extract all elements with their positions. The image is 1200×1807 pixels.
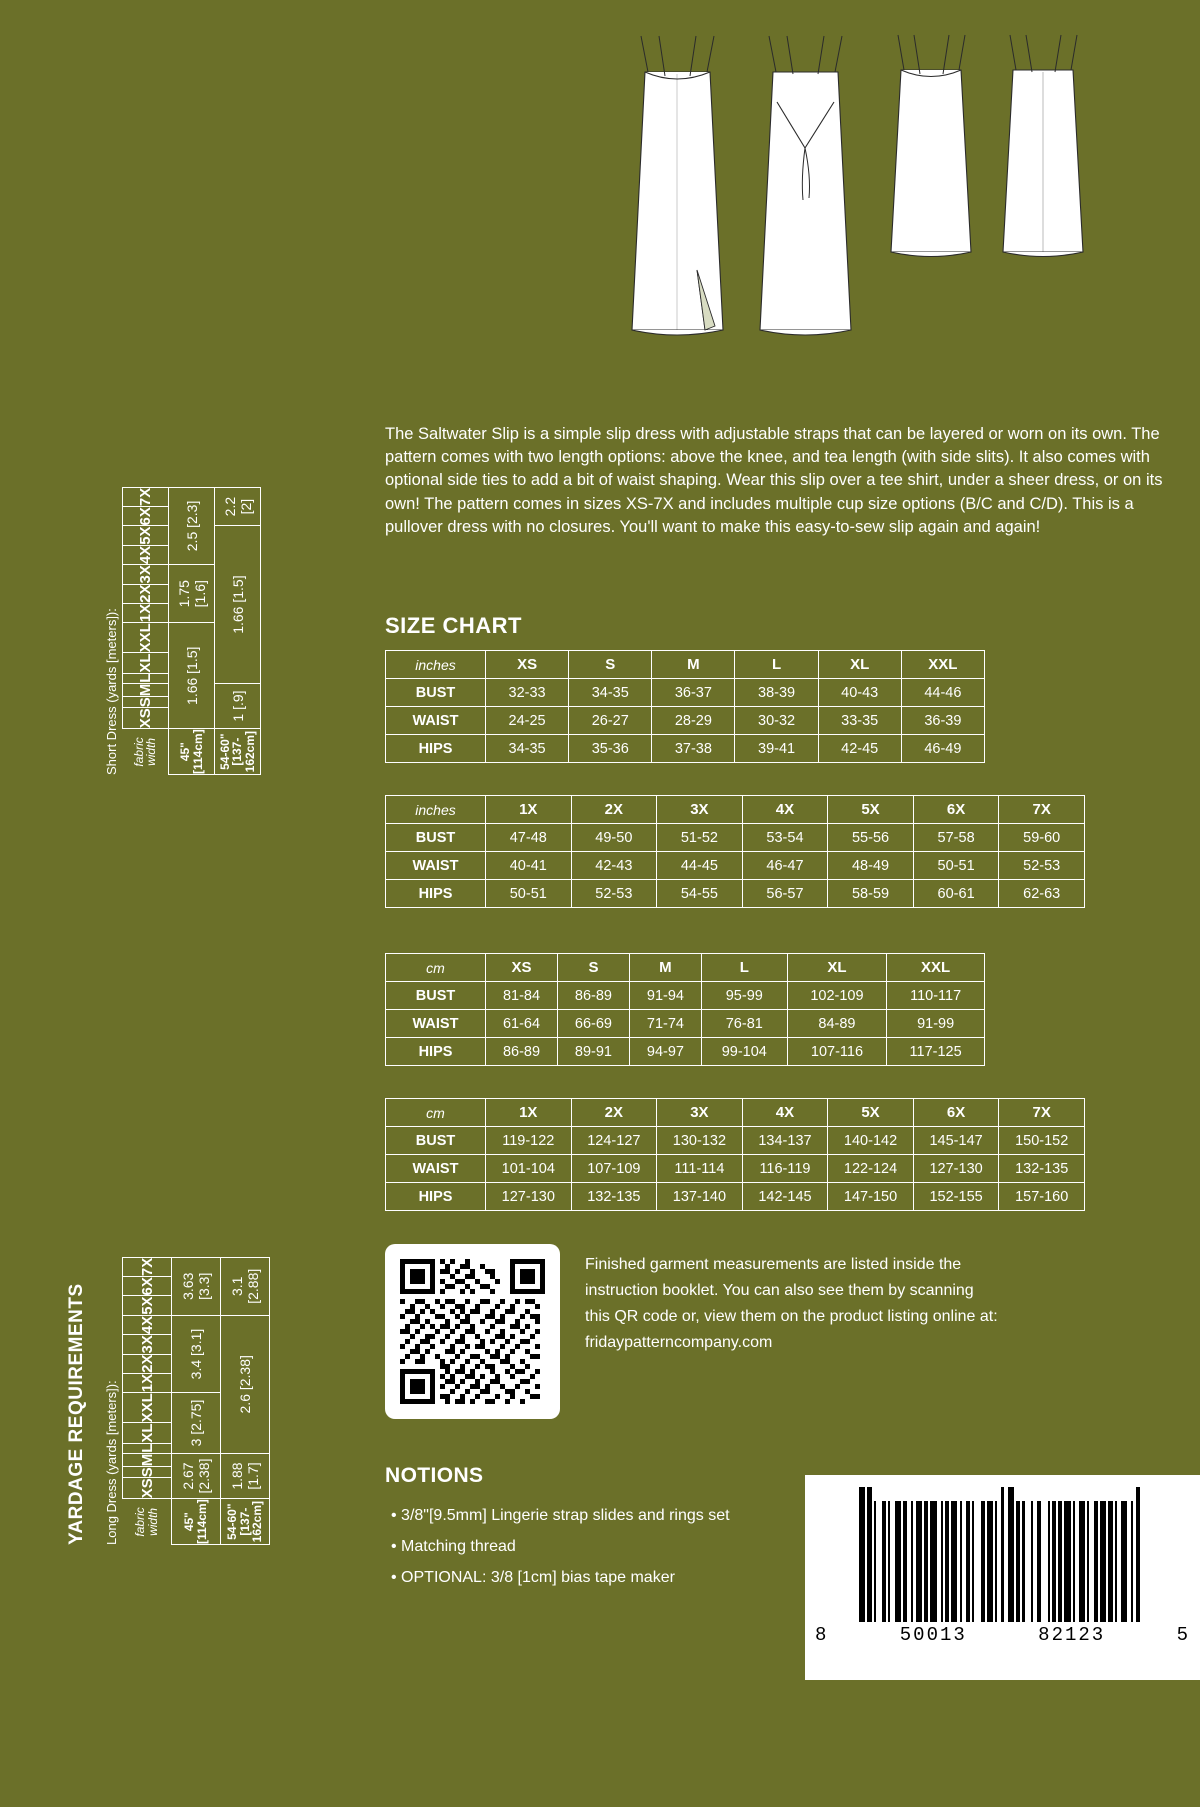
yardage-requirements-title: YARDAGE REQUIREMENTS [66,1283,87,1545]
size-chart-cell: 116-119 [742,1155,828,1183]
size-chart-cell: 46-49 [901,735,984,763]
size-chart-column-header: 7X [999,796,1085,824]
size-chart-cell: 91-99 [887,1010,985,1038]
size-chart-cell: 150-152 [999,1127,1085,1155]
long-dress-yardage-table [122,1257,270,1545]
size-chart-column-header: 7X [999,1099,1085,1127]
yardage-size-header: 7X [123,487,169,506]
size-chart-cell: 50-51 [913,852,999,880]
finished-garment-note [585,1252,1155,1356]
size-chart-cell: 76-81 [701,1010,787,1038]
yardage-requirements-panel [0,0,360,1807]
size-chart-cell: 56-57 [742,880,828,908]
size-chart-row-label: WAIST [386,1155,486,1183]
website-link[interactable]: fridaypatterncompany.com [585,1333,773,1351]
size-chart-cm-standard [385,953,985,1066]
yardage-size-header: S [123,1467,172,1478]
yardage-value: 2.2 [2] [215,487,261,526]
size-chart-column-header: 2X [571,1099,657,1127]
size-chart-column-header: 6X [913,1099,999,1127]
size-chart-cell: 101-104 [486,1155,572,1183]
yardage-size-header: XL [123,653,169,673]
table-row [386,1183,1085,1211]
technical-drawings [615,20,1105,340]
size-chart-cell: 40-43 [818,679,901,707]
table-row [386,982,985,1010]
finished-line-2: instruction booklet. You can also see them by scanning [585,1281,974,1299]
short-dress-front-illustration [875,30,985,270]
table-row [386,735,985,763]
size-chart-column-header: XXL [887,954,985,982]
barcode-right-digit: 5 [1176,1624,1190,1646]
size-chart-cell: 38-39 [735,679,818,707]
fabric-width-value: 45" [114cm] [169,729,215,775]
yardage-value: 1.66 [1.5] [169,623,215,729]
yardage-size-header: 7X [123,1257,172,1276]
yardage-size-header: M [123,683,169,697]
size-chart-cell: 48-49 [828,852,914,880]
yardage-size-header: 3X [123,1335,172,1354]
short-dress-label: Short Dress (yards [meters]): [104,608,119,775]
table-row [386,1155,1085,1183]
size-chart-cell: 54-55 [657,880,743,908]
size-chart-column-header: S [569,651,652,679]
size-chart-cell: 107-116 [787,1038,887,1066]
long-dress-front-illustration [615,30,740,345]
notions-list [391,1500,861,1594]
finished-line-1: Finished garment measurements are listed inside the [585,1256,962,1273]
size-chart-cell: 53-54 [742,824,828,852]
size-chart-cell: 30-32 [735,707,818,735]
yardage-size-header: L [123,1443,172,1453]
size-chart-cell: 51-52 [657,824,743,852]
size-chart-column-header: 2X [571,796,657,824]
size-chart-cell: 58-59 [828,880,914,908]
size-chart-cell: 130-132 [657,1127,743,1155]
yardage-size-header: 4X [123,545,169,564]
yardage-value: 1 [.9] [215,683,261,729]
fabric-width-value: 45" [114cm] [172,1499,221,1545]
size-chart-cell: 99-104 [701,1038,787,1066]
table-row [386,1010,985,1038]
size-chart-cell: 122-124 [828,1155,914,1183]
size-chart-column-header: 1X [486,796,572,824]
size-chart-cell: 61-64 [486,1010,558,1038]
size-chart-cell: 60-61 [913,880,999,908]
size-chart-row-label: HIPS [386,880,486,908]
size-chart-cell: 24-25 [486,707,569,735]
size-chart-column-header: 3X [657,796,743,824]
size-chart-column-header: 4X [742,796,828,824]
size-chart-cell: 34-35 [569,679,652,707]
size-chart-column-header: XL [787,954,887,982]
size-chart-cell: 52-53 [571,880,657,908]
yardage-value: 2.6 [2.38] [221,1315,270,1453]
size-chart-row-label: HIPS [386,1038,486,1066]
size-chart-cell: 44-46 [901,679,984,707]
size-chart-cell: 102-109 [787,982,887,1010]
yardage-size-header: S [123,697,169,708]
size-chart-column-header: 5X [828,796,914,824]
size-chart-unit: cm [386,954,486,982]
size-chart-row-label: WAIST [386,1010,486,1038]
fabric-width-value: 54-60" [137-162cm] [221,1499,270,1545]
long-dress-back-illustration [743,30,868,345]
size-chart-cell: 44-45 [657,852,743,880]
yardage-size-header: 6X [123,1277,172,1296]
size-chart-cell: 89-91 [557,1038,629,1066]
size-chart-column-header: M [652,651,735,679]
size-chart-column-header: XXL [901,651,984,679]
yardage-size-header: XL [123,1423,172,1443]
size-chart-cell: 107-109 [571,1155,657,1183]
size-chart-row-label: BUST [386,679,486,707]
yardage-size-header: XS [123,1478,172,1499]
size-chart-column-header: 6X [913,796,999,824]
size-chart-column-header: S [557,954,629,982]
size-chart-cell: 111-114 [657,1155,743,1183]
size-chart-cell: 86-89 [486,1038,558,1066]
yardage-size-header: 3X [123,565,169,584]
size-chart-column-header: M [629,954,701,982]
short-dress-back-illustration [987,30,1097,270]
size-chart-cell: 157-160 [999,1183,1085,1211]
size-chart-cell: 137-140 [657,1183,743,1211]
yardage-size-header: XXL [123,623,169,653]
size-chart-column-header: 3X [657,1099,743,1127]
barcode-group-1: 50013 [899,1624,967,1646]
barcode-digits [805,1622,1200,1646]
barcode-left-digit: 8 [815,1624,829,1646]
yardage-size-header: 6X [123,507,169,526]
yardage-size-header: XS [123,708,169,729]
yardage-size-header: 1X [123,603,169,622]
barcode [805,1475,1200,1680]
size-chart-cell: 50-51 [486,880,572,908]
table-row [386,1127,1085,1155]
short-dress-yardage-table [122,487,261,775]
size-chart-column-header: 1X [486,1099,572,1127]
size-chart-cell: 55-56 [828,824,914,852]
size-chart-cell: 140-142 [828,1127,914,1155]
yardage-size-header: 2X [123,584,169,603]
pattern-description: The Saltwater Slip is a simple slip dress with adjustable straps that can be layered or worn on its own. The pattern comes with two length options: above the knee, and tea length (with side slits). It also comes with optional side ties to add a bit of waist shaping. Wear this slip over a tee shirt, under a sheer dress, or on its own! The pattern comes in sizes XS-7X and includes multiple cup size options (B/C and C/D). This is a pullover dress with no closures. You'll want to make this easy-to-sew slip again and again! [385,424,1163,537]
size-chart-cell: 42-43 [571,852,657,880]
size-chart-cell: 127-130 [486,1183,572,1211]
yardage-size-header: M [123,1453,172,1467]
size-chart-cell: 35-36 [569,735,652,763]
size-chart-cell: 81-84 [486,982,558,1010]
yardage-size-header: L [123,673,169,683]
size-chart-row-label: WAIST [386,852,486,880]
size-chart-column-header: L [735,651,818,679]
size-chart-cell: 33-35 [818,707,901,735]
size-chart-cell: 132-135 [571,1183,657,1211]
size-chart-cell: 62-63 [999,880,1085,908]
size-chart-column-header: 4X [742,1099,828,1127]
size-chart-unit: inches [386,796,486,824]
fabric-width-label: fabric width [131,737,159,767]
size-chart-cell: 152-155 [913,1183,999,1211]
size-chart-column-header: XS [486,954,558,982]
size-chart-column-header: XS [486,651,569,679]
size-chart-cell: 36-37 [652,679,735,707]
size-chart-cell: 52-53 [999,852,1085,880]
notions-title: NOTIONS [385,1464,484,1487]
right-panel [385,0,1200,1807]
size-chart-cell: 26-27 [569,707,652,735]
size-chart-cell: 132-135 [999,1155,1085,1183]
list-item: • 3/8"[9.5mm] Lingerie strap slides and rings set [391,1507,730,1524]
yardage-value: 1.75 [1.6] [169,565,215,623]
size-chart-cell: 145-147 [913,1127,999,1155]
finished-line-3: this QR code or, view them on the product listing online at: [585,1307,998,1325]
size-chart-cell: 36-39 [901,707,984,735]
yardage-value: 3.1 [2.88] [221,1257,270,1315]
size-chart-cell: 46-47 [742,852,828,880]
list-item: • OPTIONAL: 3/8 [1cm] bias tape maker [391,1569,675,1587]
size-chart-title: SIZE CHART [385,613,522,638]
size-chart-cell: 42-45 [818,735,901,763]
size-chart-cell: 110-117 [887,982,985,1010]
yardage-value: 1.88 [1.7] [221,1453,270,1499]
size-chart-cell: 124-127 [571,1127,657,1155]
size-chart-column-header: XL [818,651,901,679]
size-chart-cell: 147-150 [828,1183,914,1211]
size-chart-cell: 94-97 [629,1038,701,1066]
table-row [386,1038,985,1066]
barcode-bars [859,1487,1146,1622]
size-chart-cell: 95-99 [701,982,787,1010]
size-chart-inches-plus [385,795,1085,908]
yardage-value: 3.63 [3.3] [172,1257,221,1315]
size-chart-cell: 47-48 [486,824,572,852]
size-chart-cell: 127-130 [913,1155,999,1183]
size-chart-row-label: BUST [386,1127,486,1155]
yardage-value: 2.5 [2.3] [169,487,215,564]
size-chart-column-header: 5X [828,1099,914,1127]
size-chart-cell: 86-89 [557,982,629,1010]
fabric-width-label: fabric width [133,1507,160,1537]
yardage-value: 1.66 [1.5] [215,526,261,683]
size-chart-cell: 142-145 [742,1183,828,1211]
barcode-group-2: 82123 [1038,1624,1106,1646]
size-chart-cell: 119-122 [486,1127,572,1155]
size-chart-cm-plus [385,1098,1085,1211]
size-chart-cell: 117-125 [887,1038,985,1066]
size-chart-cell: 40-41 [486,852,572,880]
size-chart-row-label: BUST [386,982,486,1010]
size-chart-cell: 66-69 [557,1010,629,1038]
qr-code[interactable] [385,1244,560,1419]
size-chart-column-header: L [701,954,787,982]
size-chart-unit: inches [386,651,486,679]
size-chart-cell: 91-94 [629,982,701,1010]
fabric-width-value: 54-60" [137-162cm] [215,729,261,775]
size-chart-cell: 28-29 [652,707,735,735]
yardage-size-header: 5X [123,1296,172,1315]
size-chart-cell: 34-35 [486,735,569,763]
table-row [386,880,1085,908]
yardage-size-header: 2X [123,1354,172,1373]
size-chart-inches-standard [385,650,985,763]
yardage-value: 3 [2.75] [172,1393,221,1454]
size-chart-cell: 39-41 [735,735,818,763]
yardage-value: 2.67 [2.38] [172,1453,221,1499]
size-chart-unit: cm [386,1099,486,1127]
table-row [386,852,1085,880]
yardage-size-header: 4X [123,1315,172,1334]
size-chart-cell: 49-50 [571,824,657,852]
size-chart-cell: 32-33 [486,679,569,707]
size-chart-cell: 71-74 [629,1010,701,1038]
yardage-value: 3.4 [3.1] [172,1315,221,1392]
size-chart-row-label: HIPS [386,1183,486,1211]
size-chart-row-label: WAIST [386,707,486,735]
table-row [386,824,1085,852]
size-chart-cell: 59-60 [999,824,1085,852]
yardage-size-header: 5X [123,526,169,545]
yardage-size-header: 1X [123,1373,172,1392]
table-row [386,679,985,707]
size-chart-cell: 84-89 [787,1010,887,1038]
size-chart-cell: 57-58 [913,824,999,852]
size-chart-cell: 134-137 [742,1127,828,1155]
size-chart-cell: 37-38 [652,735,735,763]
yardage-size-header: XXL [123,1393,172,1423]
long-dress-label: Long Dress (yards [meters]): [104,1380,119,1545]
size-chart-row-label: HIPS [386,735,486,763]
list-item: • Matching thread [391,1538,516,1556]
table-row [386,707,985,735]
size-chart-row-label: BUST [386,824,486,852]
